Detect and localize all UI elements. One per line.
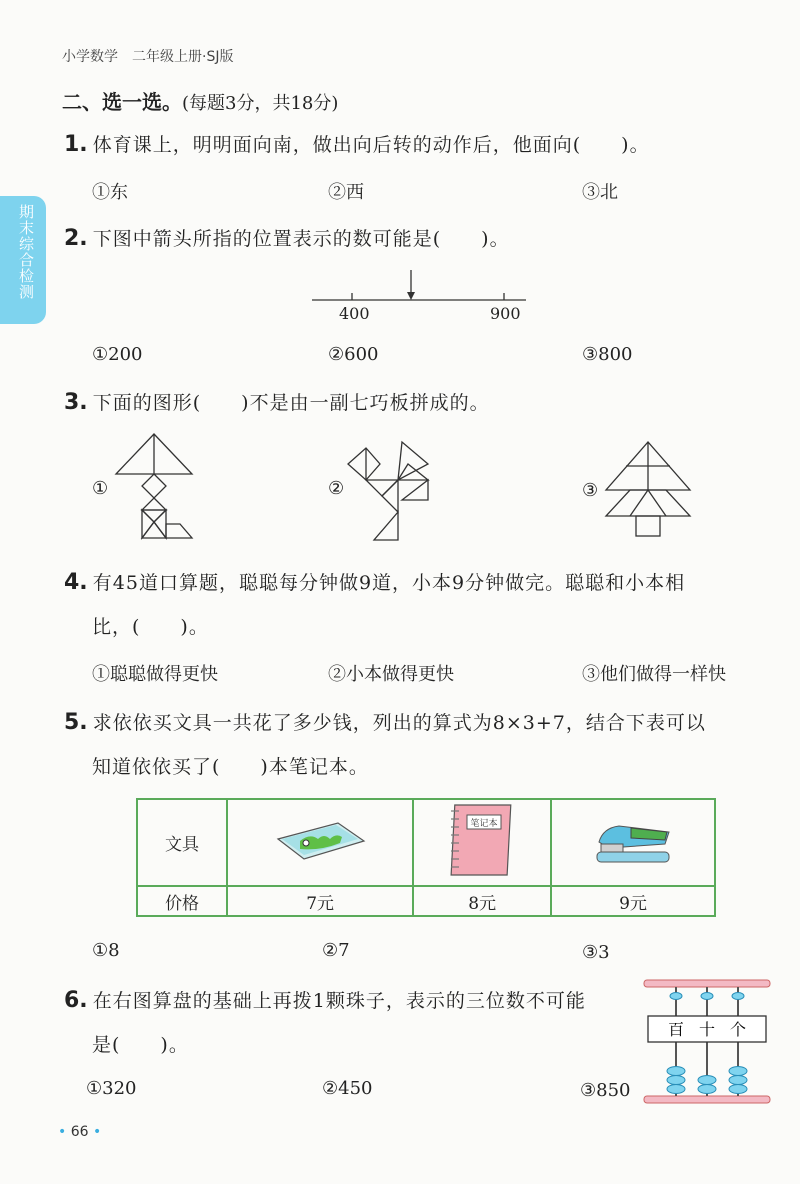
figure-label-3: ③ bbox=[582, 480, 599, 501]
side-tab bbox=[0, 196, 46, 324]
tick-label-left: 400 bbox=[339, 304, 370, 323]
option-c: ③他们做得一样快 bbox=[582, 664, 726, 685]
price-cell: 8元 bbox=[413, 886, 551, 916]
question-number: 2. bbox=[64, 226, 88, 251]
price-cell: 9元 bbox=[551, 886, 715, 916]
abacus-bead bbox=[667, 1085, 685, 1094]
table-header-stationery: 文具 bbox=[137, 799, 227, 886]
option-a: ①8 bbox=[92, 940, 120, 961]
arrow-icon bbox=[407, 292, 415, 300]
option-a: ①聪聪做得更快 bbox=[92, 664, 218, 685]
abacus-bead bbox=[729, 1085, 747, 1094]
abacus-bead bbox=[667, 1067, 685, 1076]
page-number-row: • 66 • bbox=[58, 1124, 102, 1140]
option-b: ②7 bbox=[322, 940, 350, 961]
table-header-price: 价格 bbox=[137, 886, 227, 916]
question-2 bbox=[64, 224, 510, 251]
option-c: ③3 bbox=[582, 942, 610, 963]
question-1 bbox=[64, 130, 650, 157]
abacus-bead bbox=[698, 1085, 716, 1094]
question-number: 5. bbox=[64, 710, 88, 735]
abacus-bead bbox=[667, 1076, 685, 1085]
notebook-icon bbox=[447, 801, 517, 879]
option-a: ①320 bbox=[86, 1078, 137, 1099]
option-a: ①东 bbox=[92, 182, 128, 203]
page-number: 66 bbox=[70, 1124, 89, 1140]
question-number: 4. bbox=[64, 570, 88, 595]
option-b: ②450 bbox=[322, 1078, 373, 1099]
question-text-line1: 求依依买文具一共花了多少钱，列出的算式为8×3+7，结合下表可以 bbox=[92, 712, 706, 734]
question-text-line2: 知道依依买了( )本笔记本。 bbox=[92, 756, 369, 778]
question-4 bbox=[64, 568, 685, 595]
question-text-line2: 是( )。 bbox=[92, 1034, 189, 1056]
section-title-text: 二、选一选。 bbox=[62, 90, 182, 114]
question-text: 下面的图形( )不是由一副七巧板拼成的。 bbox=[92, 392, 490, 414]
option-c: ③800 bbox=[582, 344, 633, 365]
tangram-figure-3 bbox=[604, 438, 696, 538]
question-text-line1: 有45道口算题，聪聪每分钟做9道，小本9分钟做完。聪聪和小本相 bbox=[92, 572, 686, 594]
abacus-rod-cap bbox=[732, 993, 744, 1000]
figure-label-1: ① bbox=[92, 478, 109, 499]
question-text: 下图中箭头所指的位置表示的数可能是( )。 bbox=[92, 228, 510, 250]
abacus-bead bbox=[729, 1067, 747, 1076]
price-cell: 7元 bbox=[227, 886, 413, 916]
question-6 bbox=[64, 986, 586, 1013]
option-b: ②600 bbox=[328, 344, 379, 365]
pencil-case-icon bbox=[272, 817, 368, 863]
abacus-label-ones: 个 bbox=[729, 1020, 747, 1039]
abacus-label-tens: 十 bbox=[698, 1020, 716, 1039]
question-text-line1: 在右图算盘的基础上再拨1颗珠子，表示的三位数不可能 bbox=[92, 990, 586, 1012]
question-3 bbox=[64, 388, 490, 415]
option-c: ③北 bbox=[582, 182, 618, 203]
question-number: 3. bbox=[64, 390, 88, 415]
option-b: ②小本做得更快 bbox=[328, 664, 454, 685]
figure-label-2: ② bbox=[328, 478, 345, 499]
abacus bbox=[640, 978, 774, 1108]
abacus-rod-cap bbox=[701, 993, 713, 1000]
tangram-figure-1 bbox=[112, 430, 202, 546]
abacus-rod-cap bbox=[670, 993, 682, 1000]
item-stapler bbox=[551, 799, 715, 886]
stapler-icon bbox=[591, 812, 675, 868]
notebook-cover-label: 笔记本 bbox=[470, 819, 498, 829]
question-number: 6. bbox=[64, 988, 88, 1013]
question-text-line2: 比，( )。 bbox=[92, 616, 209, 638]
number-line-axis bbox=[300, 266, 540, 336]
item-notebook bbox=[413, 799, 551, 886]
question-number: 1. bbox=[64, 132, 88, 157]
side-tab-label: 期末综合检测 bbox=[17, 204, 35, 300]
section-score: (每题3分，共18分) bbox=[182, 93, 339, 114]
option-b: ②西 bbox=[328, 182, 364, 203]
tangram-figure-2 bbox=[346, 440, 432, 544]
abacus-bead bbox=[698, 1076, 716, 1085]
price-table bbox=[136, 798, 716, 917]
abacus-label-hundreds: 百 bbox=[667, 1020, 685, 1039]
option-a: ①200 bbox=[92, 344, 143, 365]
tick-label-right: 900 bbox=[490, 304, 521, 323]
book-header: 小学数学 二年级上册·SJ版 bbox=[62, 49, 234, 65]
item-pencil-case bbox=[227, 799, 413, 886]
question-text: 体育课上，明明面向南，做出向后转的动作后，他面向( )。 bbox=[92, 134, 650, 156]
option-c: ③850 bbox=[580, 1080, 631, 1101]
question-5 bbox=[64, 708, 706, 735]
section-title bbox=[62, 86, 338, 115]
abacus-bead bbox=[729, 1076, 747, 1085]
